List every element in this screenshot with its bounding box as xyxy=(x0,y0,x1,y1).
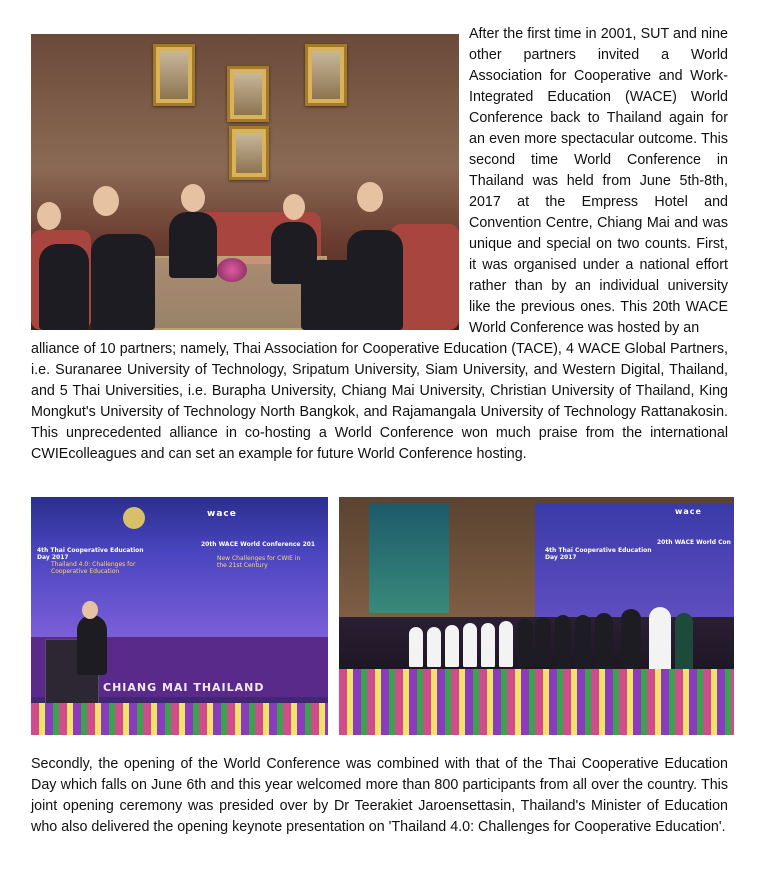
banner-right-title: 20th WACE World Conference 201 xyxy=(201,541,316,548)
intro-paragraph-part2: alliance of 10 partners; namely, Thai Association for Cooperative Education (TACE), 4 WACE Global Partners, i.e. Suranaree University of Technology, Sripatum University, Siam University, and Western Digital, Thailand, and 5 Thai Universities, i.e. Burapha University, Chiang Mai University, Christian University of Thailand, King Mongkut's University of Technology North Bangkok, and Rajamangala University of Technology Rattanakosin. This unprecedented alliance in co-hosting a World Conference won much praise from the international CWIEcolleagues and can set an example for future World Conference hosting. xyxy=(31,341,728,462)
banner-left-title: 4th Thai Cooperative Education Day 2017 xyxy=(545,547,652,561)
emblem-icon xyxy=(123,507,145,529)
flower-arrangement xyxy=(217,258,247,282)
royal-portrait-lower xyxy=(229,126,269,180)
person-foreground xyxy=(301,260,365,330)
wace-logo: wace xyxy=(207,509,237,519)
chiang-mai-banner: CHIANG MAI THAILAND xyxy=(103,681,265,694)
opening-ceremony-speaker-photo xyxy=(31,497,328,735)
meeting-photo xyxy=(31,34,459,330)
person-standing-1 xyxy=(91,234,155,330)
intro-paragraph-part1: After the first time in 2001, SUT and nine other partners invited a World Association for Cooperative and Work-Integrated Education (WACE) World Conference back to Thailand again for an even more spectacular outcome. This second time World Conference in Thailand was held from June 5th-8th, 2017 at the Empress Hotel and Convention Centre, Chiang Mai and was unique and special on two counts. First, it was organised under a national effort rather than by an individual university like the previous ones. This 20th WACE World Conference was hosted by an xyxy=(469,26,728,336)
person-standing-2 xyxy=(39,244,89,330)
flower-decoration xyxy=(31,703,328,735)
royal-portrait-right xyxy=(305,44,347,106)
banner-right-title: 20th WACE World Con xyxy=(657,539,731,546)
speaker xyxy=(77,615,107,675)
award-group-photo xyxy=(339,497,734,735)
flower-decoration xyxy=(339,669,734,735)
person-seated-1 xyxy=(169,212,217,278)
banner-right-subtitle: New Challenges for CWIE in the 21st Century xyxy=(217,555,301,569)
royal-portrait-left xyxy=(153,44,195,106)
royal-portrait-center xyxy=(227,66,269,122)
wace-logo: wace xyxy=(675,507,702,516)
banner-left-subtitle: Thailand 4.0: Challenges for Cooperative Education xyxy=(51,561,136,575)
opening-ceremony-paragraph: Secondly, the opening of the World Conference was combined with that of the Thai Cooperative Education Day which falls on June 6th and this year welcomed more than 800 participants from all over the country. This joint opening ceremony was presided over by Dr Teerakiet Jaroensettasin, Thailand's Minister of Education who also delivered the opening keynote presentation on 'Thailand 4.0: Challenges for Cooperative Education'. xyxy=(31,756,728,835)
banner-left-title: 4th Thai Cooperative Education Day 2017 xyxy=(37,547,144,561)
projection-screen xyxy=(369,503,449,613)
